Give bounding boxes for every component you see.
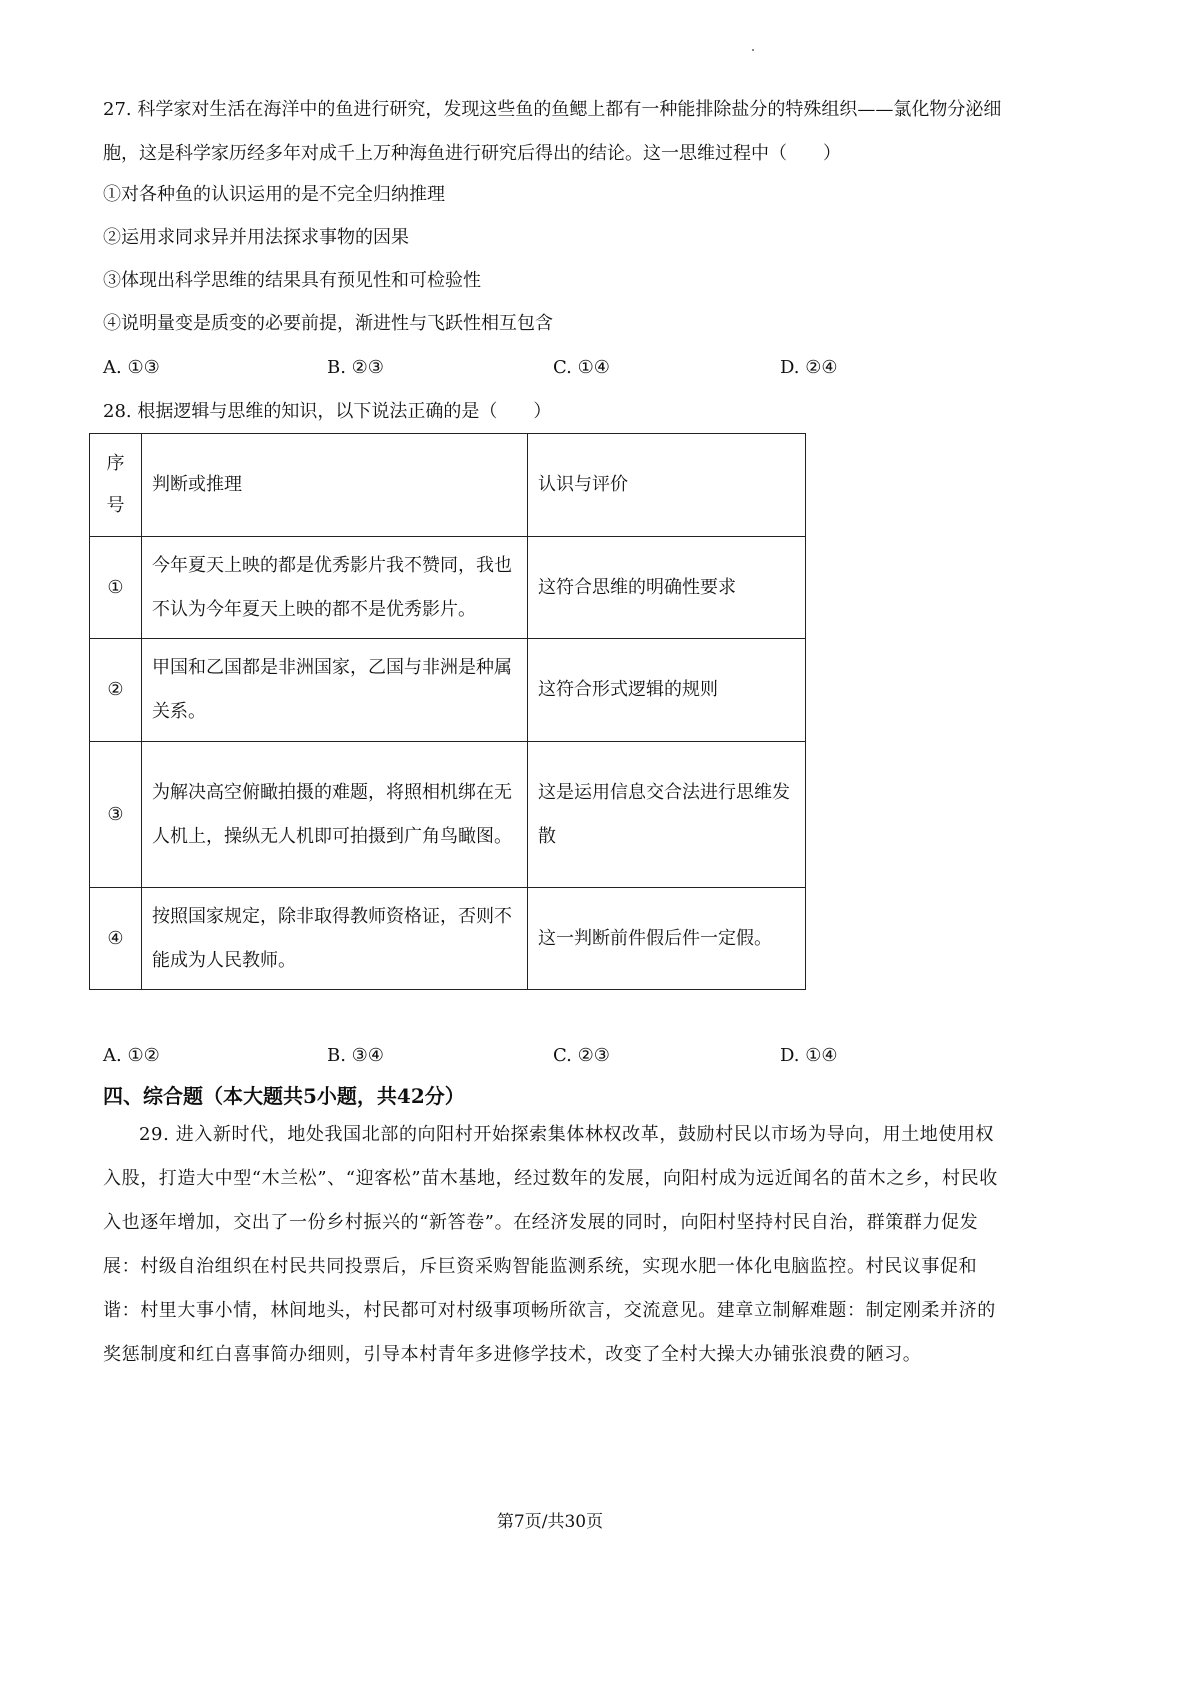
scan-speck (752, 49, 754, 51)
table-row (90, 888, 806, 990)
page-number: 第7页/共30页 (496, 1512, 604, 1532)
header-statement: 判断或推理 (142, 434, 528, 537)
question-27-choices (103, 346, 923, 390)
row-evaluation: 这是运用信息交合法进行思维发散 (528, 742, 806, 888)
question-27-statement-3: ③体现出科学思维的结果具有预见性和可检验性 (103, 270, 481, 291)
header-number-label: 序号 (106, 453, 125, 516)
row-evaluation: 这符合形式逻辑的规则 (528, 639, 806, 742)
choice-d: D. ①④ (780, 1045, 838, 1066)
question-27-statement-1: ①对各种鱼的认识运用的是不完全归纳推理 (103, 184, 445, 205)
row-statement: 为解决高空俯瞰拍摄的难题，将照相机绑在无人机上，操纵无人机即可拍摄到广角鸟瞰图。 (142, 742, 528, 888)
question-28-stem: 28. 根据逻辑与思维的知识，以下说法正确的是（ ） (103, 401, 552, 422)
choice-b: B. ③④ (327, 1045, 384, 1066)
choice-b: B. ②③ (327, 357, 384, 378)
row-statement: 今年夏天上映的都是优秀影片我不赞同，我也不认为今年夏天上映的都不是优秀影片。 (142, 537, 528, 639)
row-evaluation: 这符合思维的明确性要求 (528, 537, 806, 639)
table-row (90, 639, 806, 742)
choice-d: D. ②④ (780, 357, 838, 378)
row-statement: 按照国家规定，除非取得教师资格证，否则不能成为人民教师。 (142, 888, 528, 990)
choice-c: C. ②③ (553, 1045, 610, 1066)
table-row (90, 537, 806, 639)
table-header-row (90, 434, 806, 537)
row-number: ① (90, 537, 142, 639)
row-evaluation: 这一判断前件假后件一定假。 (528, 888, 806, 990)
choice-a: A. ①② (103, 1045, 160, 1066)
header-evaluation: 认识与评价 (528, 434, 806, 537)
question-27-statement-2: ②运用求同求异并用法探求事物的因果 (103, 227, 409, 248)
section-title: 四、综合题（本大题共5小题，共42分） (103, 1084, 465, 1108)
row-statement: 甲国和乙国都是非洲国家，乙国与非洲是种属关系。 (142, 639, 528, 742)
row-number: ③ (90, 742, 142, 888)
table-row (90, 742, 806, 888)
question-27-statement-4: ④说明量变是质变的必要前提，渐进性与飞跃性相互包含 (103, 313, 553, 334)
row-number: ④ (90, 888, 142, 990)
row-number: ② (90, 639, 142, 742)
question-28-choices (103, 1034, 923, 1078)
question-27-stem: 27. 科学家对生活在海洋中的鱼进行研究，发现这些鱼的鱼鳃上都有一种能排除盐分的特殊组织——氯化物分泌细胞，这是科学家历经多年对成千上万种海鱼进行研究后得出的结论。这一思维过程中（ ） (103, 99, 1002, 164)
header-number (90, 434, 142, 537)
question-28-table (89, 433, 806, 990)
choice-a: A. ①③ (103, 357, 160, 378)
choice-c: C. ①④ (553, 357, 610, 378)
question-29-text: 29. 进入新时代，地处我国北部的向阳村开始探索集体林权改革，鼓励村民以市场为导向，用土地使用权入股，打造大中型“木兰松”、“迎客松”苗木基地，经过数年的发展，向阳村成为远近闻名的苗木之乡，村民收入也逐年增加，交出了一份乡村振兴的“新答卷”。在经济发展的同时，向阳村坚持村民自治，群策群力促发展：村级自治组织在村民共同投票后，斥巨资采购智能监测系统，实现水肥一体化电脑监控。村民议事促和谐：村里大事小情，林间地头，村民都可对村级事项畅所欲言，交流意见。建章立制解难题：制定刚柔并济的奖惩制度和红白喜事简办细则，引导本村青年多进修学技术，改变了全村大操大办铺张浪费的陋习。 (103, 1124, 998, 1365)
